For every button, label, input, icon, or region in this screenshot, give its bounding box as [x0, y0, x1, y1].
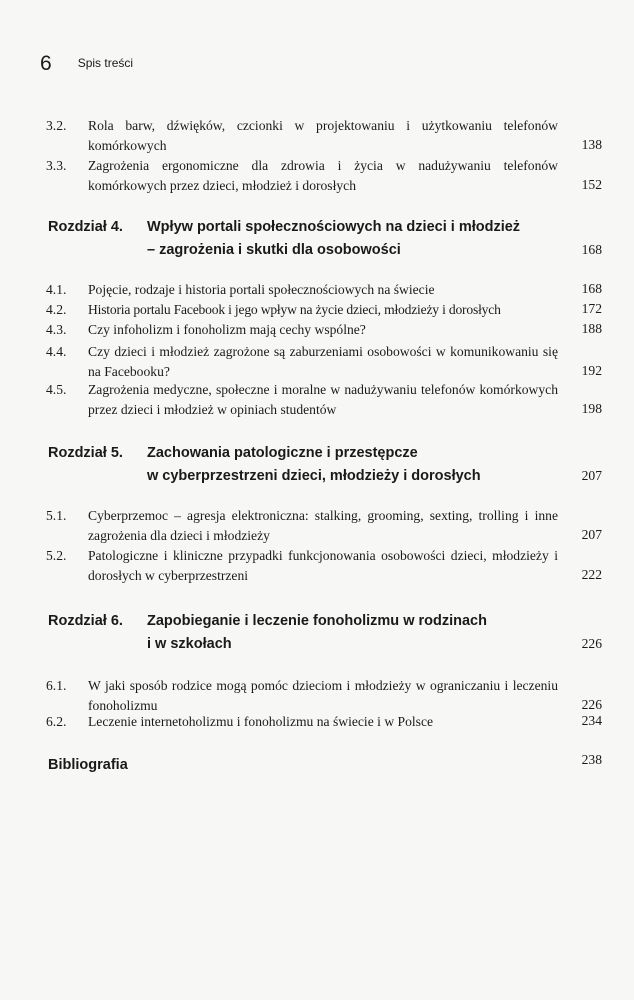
- chapter-page: 207: [581, 468, 602, 483]
- entry-title: Historia portalu Facebook i jego wpływ na życie dzieci, młodzieży i dorosłych: [88, 302, 501, 317]
- entry-page: 172: [581, 301, 602, 316]
- chapter-page: 168: [581, 242, 602, 257]
- chapter-4-heading[interactable]: [48, 216, 602, 262]
- toc-entry-6-1[interactable]: [46, 676, 602, 716]
- entry-number: 4.3.: [46, 322, 67, 337]
- entry-title: Leczenie internetoholizmu i fonoholizmu na świecie i w Polsce: [88, 714, 434, 729]
- entry-title: Cyberprzemoc – agresja elektroniczna: stalking, grooming, sexting, trolling i inne zagrożenia dla dzieci i młodzieży: [88, 508, 558, 543]
- chapter-5-heading[interactable]: [48, 442, 602, 488]
- entry-number: 3.3.: [46, 158, 67, 173]
- chapter-label: Rozdział 5.: [48, 445, 123, 461]
- toc-entry-6-2[interactable]: [46, 712, 602, 732]
- toc-entry-4-1[interactable]: [46, 280, 602, 300]
- entry-number: 4.4.: [46, 344, 67, 359]
- entry-page: 207: [581, 527, 602, 542]
- entry-title: W jaki sposób rodzice mogą pomóc dzieciom i młodzieży w ograniczaniu i leczeniu fonoholizmu: [88, 678, 558, 713]
- entry-page: 234: [581, 713, 602, 728]
- section-title: Spis treści: [77, 56, 134, 70]
- bibliography-heading[interactable]: [48, 752, 602, 773]
- chapter-title-line-1: Wpływ portali społecznościowych na dzieci i młodzież: [147, 219, 521, 235]
- entry-page: 168: [581, 281, 602, 296]
- toc-entry-4-3[interactable]: [46, 320, 602, 340]
- chapter-title: [147, 442, 602, 488]
- entry-page: 188: [581, 321, 602, 336]
- page-header: [40, 52, 133, 76]
- entry-title: Czy dzieci i młodzież zagrożone są zaburzeniami osobowości w komunikowaniu się na Facebooku?: [88, 344, 558, 379]
- entry-number: 6.1.: [46, 678, 67, 693]
- entry-page: 226: [581, 697, 602, 712]
- entry-number: 4.5.: [46, 382, 67, 397]
- chapter-label: Rozdział 4.: [48, 219, 123, 235]
- entry-title: Zagrożenia ergonomiczne dla zdrowia i życia w nadużywaniu telefonów komórkowych przez dzieci, młodzież i dorosłych: [88, 158, 558, 193]
- entry-number: 4.1.: [46, 282, 67, 297]
- entry-title: Zagrożenia medyczne, społeczne i moralne w nadużywaniu telefonów komórkowych przez dzieci i młodzież w opiniach studentów: [88, 382, 558, 417]
- toc-entry-4-4[interactable]: [46, 342, 602, 382]
- chapter-title-line-2: i w szkołach: [147, 636, 232, 652]
- chapter-title: [147, 216, 602, 262]
- chapter-title-line-2: – zagrożenia i skutki dla osobowości: [147, 242, 401, 258]
- chapter-title: [147, 610, 602, 656]
- chapter-title-line-1: Zachowania patologiczne i przestępcze: [147, 445, 418, 461]
- entry-number: 5.2.: [46, 548, 67, 563]
- toc-entry-3-2[interactable]: [46, 116, 602, 156]
- entry-page: 198: [581, 401, 602, 416]
- toc-entry-5-2[interactable]: [46, 546, 602, 586]
- entry-number: 5.1.: [46, 508, 67, 523]
- entry-page: 192: [581, 363, 602, 378]
- toc-entry-4-5[interactable]: [46, 380, 602, 420]
- entry-page: 138: [581, 137, 602, 152]
- toc-entry-5-1[interactable]: [46, 506, 602, 546]
- entry-page: 222: [581, 567, 602, 582]
- entry-title: Patologiczne i kliniczne przypadki funkcjonowania osobowości dzieci, młodzieży i dorosłych w cyberprzestrzeni: [88, 548, 558, 583]
- entry-title: Pojęcie, rodzaje i historia portali społecznościowych na świecie: [88, 282, 435, 297]
- entry-title: Rola barw, dźwięków, czcionki w projektowaniu i użytkowaniu telefonów komórkowych: [88, 118, 558, 153]
- chapter-page: 226: [581, 636, 602, 651]
- toc-entry-3-3[interactable]: [46, 156, 602, 196]
- entry-number: 3.2.: [46, 118, 67, 133]
- chapter-title-line-1: Zapobieganie i leczenie fonoholizmu w rodzinach: [147, 613, 487, 629]
- bibliography-label: Bibliografia: [48, 757, 128, 773]
- chapter-6-heading[interactable]: [48, 610, 602, 656]
- toc-entry-4-2[interactable]: [46, 300, 602, 320]
- entry-page: 152: [581, 177, 602, 192]
- page-number: 6: [40, 52, 52, 75]
- entry-number: 6.2.: [46, 714, 67, 729]
- bibliography-page: 238: [581, 752, 602, 767]
- entry-title: Czy infoholizm i fonoholizm mają cechy wspólne?: [88, 322, 366, 337]
- entry-number: 4.2.: [46, 302, 67, 317]
- chapter-title-line-2: w cyberprzestrzeni dzieci, młodzieży i dorosłych: [147, 468, 481, 484]
- chapter-label: Rozdział 6.: [48, 613, 123, 629]
